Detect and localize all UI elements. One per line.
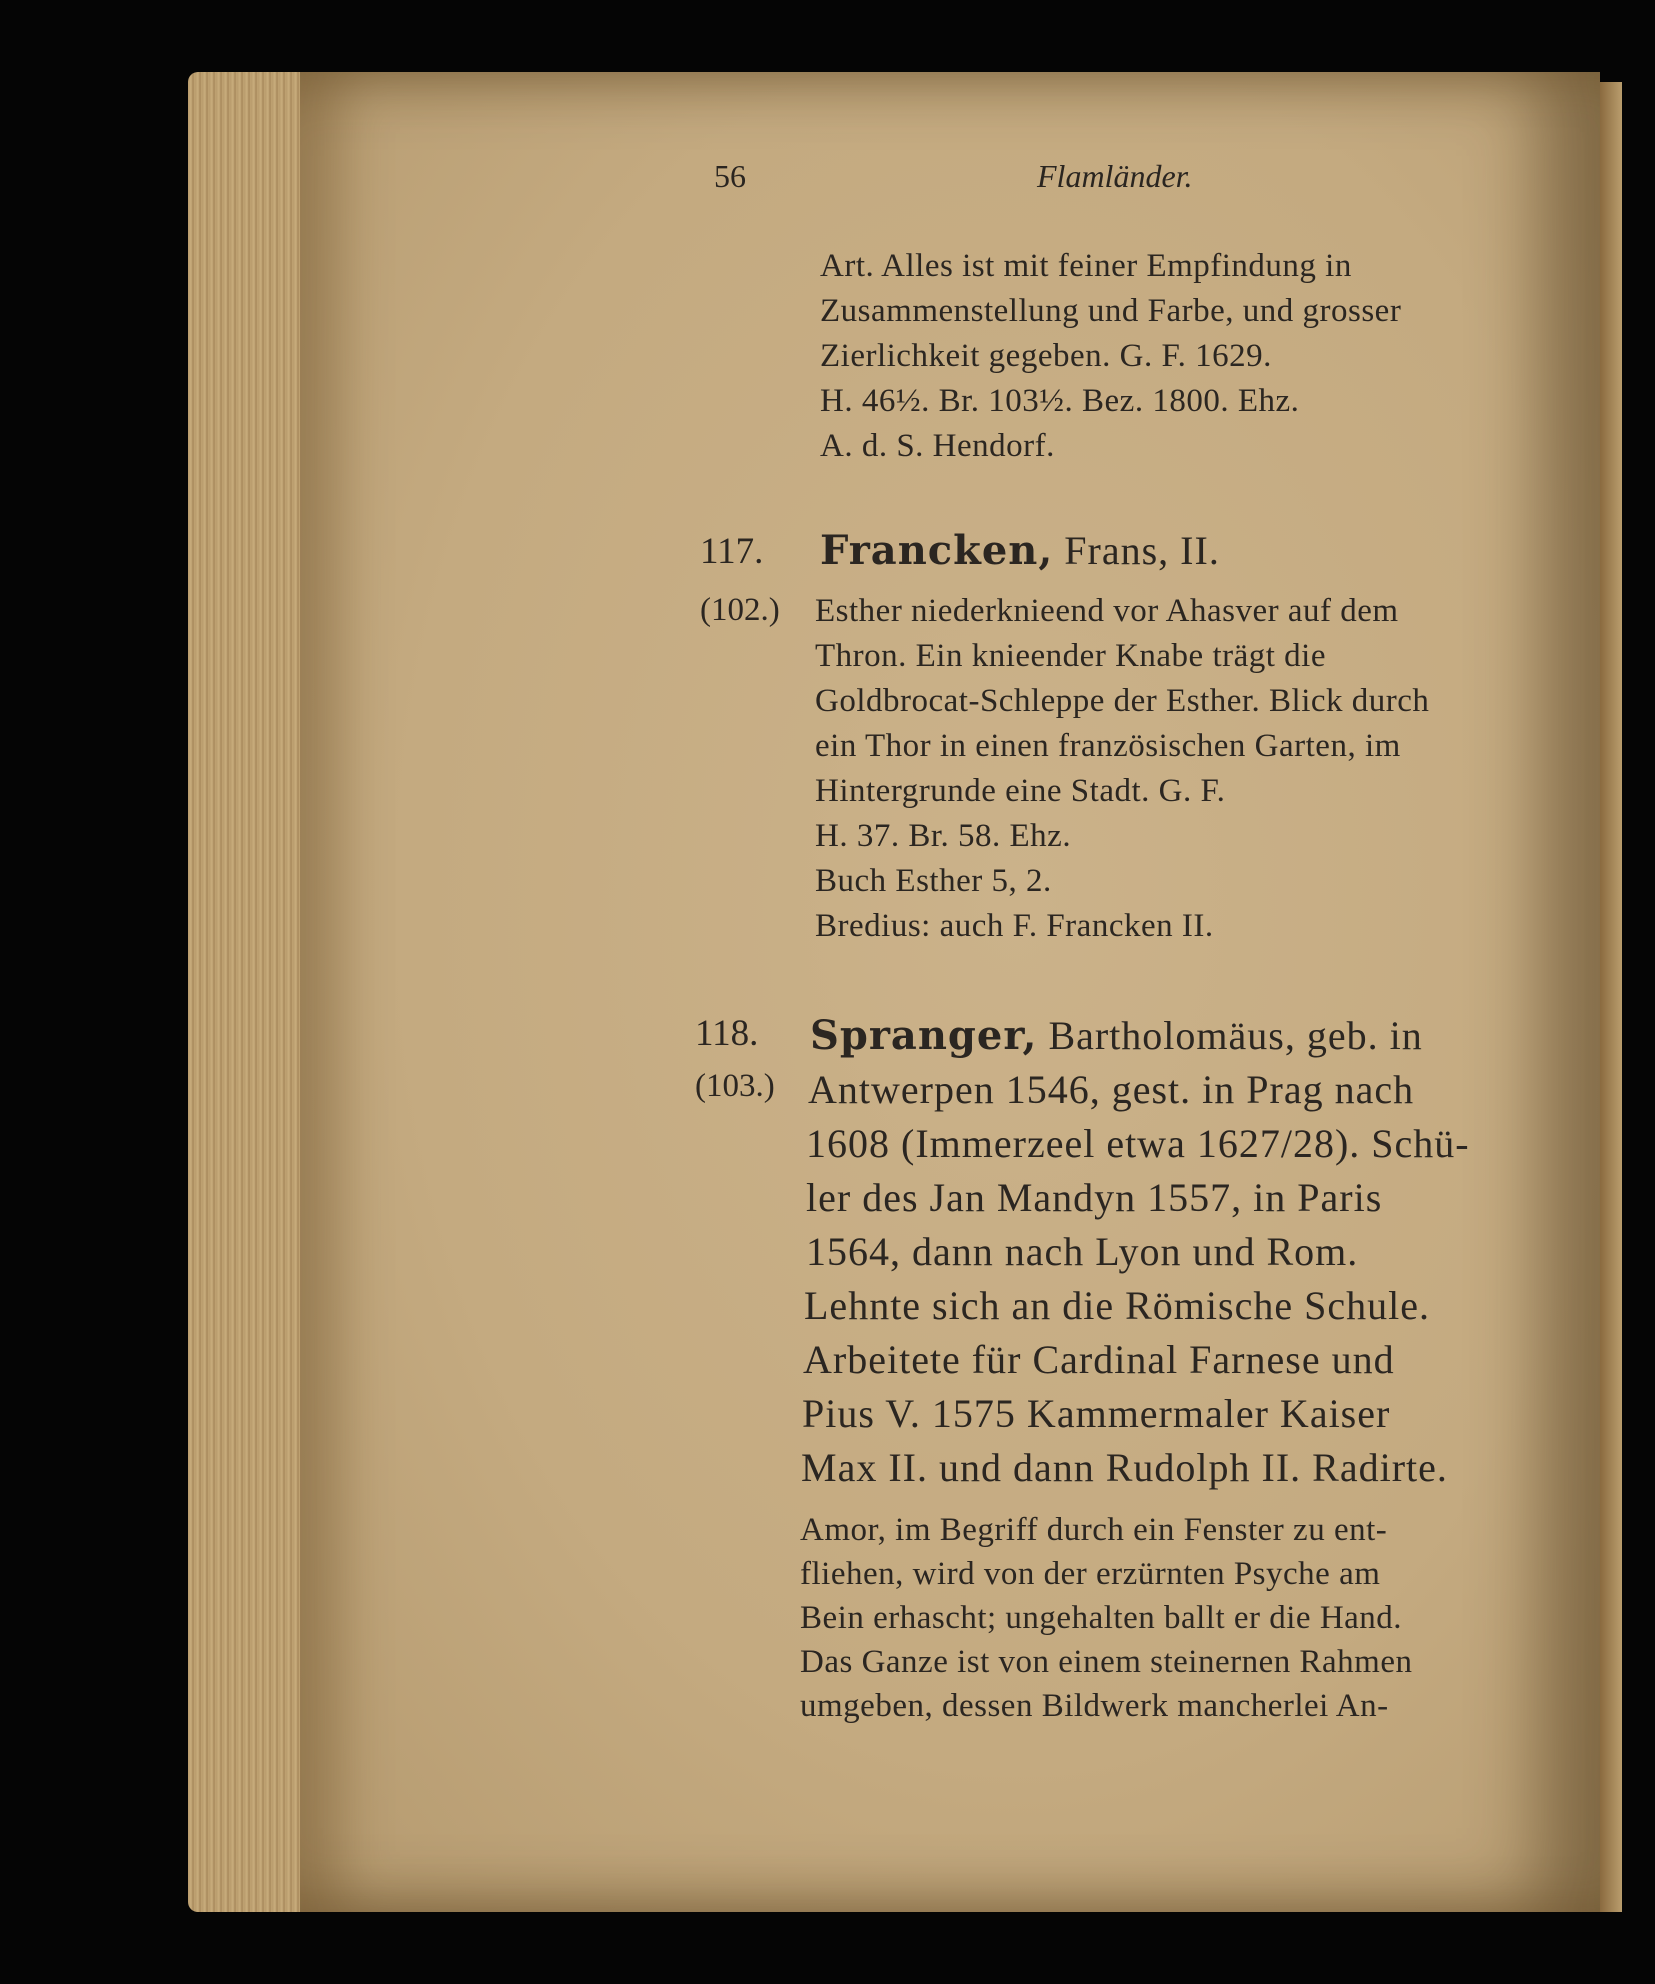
bio-line: 1608 (Immerzeel etwa 1627/28). Schü-	[806, 1121, 1470, 1166]
text-line: fliehen, wird von der erzürnten Psyche am	[800, 1556, 1381, 1592]
entry-heading	[810, 1012, 1423, 1059]
entry-heading	[820, 527, 1220, 574]
running-title: Flamländer.	[1037, 158, 1193, 194]
bio-line: Max II. und dann Rudolph II. Radirte.	[801, 1445, 1448, 1490]
text-line: Bredius: auch F. Francken II.	[815, 908, 1214, 944]
page-number: 56	[714, 158, 746, 194]
old-catalog-number: (103.)	[695, 1068, 775, 1104]
text-line: Hintergrunde eine Stadt. G. F.	[815, 773, 1226, 809]
artist-name: Francken,	[820, 527, 1054, 574]
text-line: Buch Esther 5, 2.	[815, 863, 1052, 899]
artist-details: Bartholomäus, geb. in	[1037, 1013, 1423, 1058]
text-line: H. 46½. Br. 103½. Bez. 1800. Ehz.	[820, 383, 1300, 419]
running-head	[0, 150, 1655, 210]
text-line: Das Ganze ist von einem steinernen Rahmen	[800, 1644, 1413, 1680]
text-line: umgeben, dessen Bildwerk mancherlei An-	[800, 1688, 1389, 1724]
text-line: Zusammenstellung und Farbe, und grosser	[820, 293, 1402, 329]
text-line: Thron. Ein knieender Knabe trägt die	[815, 638, 1326, 674]
artist-name: Spranger,	[810, 1012, 1038, 1059]
artist-details: Frans, II.	[1053, 528, 1220, 573]
old-catalog-number: (102.)	[700, 592, 780, 628]
text-line: Amor, im Begriff durch ein Fenster zu ent-	[800, 1512, 1388, 1548]
bio-line: Arbeitete für Cardinal Farnese und	[803, 1337, 1395, 1382]
catalog-number: 118.	[695, 1013, 759, 1054]
text-line: Zierlichkeit gegeben. G. F. 1629.	[820, 338, 1272, 374]
page-gutter	[1600, 82, 1622, 1912]
bio-line: Antwerpen 1546, gest. in Prag nach	[808, 1067, 1415, 1112]
text-line: ein Thor in einen französischen Garten, im	[815, 728, 1401, 764]
bio-line: ler des Jan Mandyn 1557, in Paris	[806, 1175, 1383, 1220]
bio-line: Lehnte sich an die Römische Schule.	[804, 1283, 1430, 1328]
text-line: Esther niederknieend vor Ahasver auf dem	[815, 593, 1399, 629]
text-line: H. 37. Br. 58. Ehz.	[815, 818, 1072, 854]
text-line: Goldbrocat-Schleppe der Esther. Blick durch	[815, 683, 1430, 719]
text-line: A. d. S. Hendorf.	[820, 428, 1055, 464]
bio-line: 1564, dann nach Lyon und Rom.	[806, 1229, 1359, 1274]
catalog-number: 117.	[700, 531, 764, 572]
text-line: Bein erhascht; ungehalten ballt er die Hand.	[800, 1600, 1403, 1636]
text-line: Art. Alles ist mit feiner Empfindung in	[820, 248, 1352, 284]
bio-line: Pius V. 1575 Kammermaler Kaiser	[802, 1391, 1391, 1436]
